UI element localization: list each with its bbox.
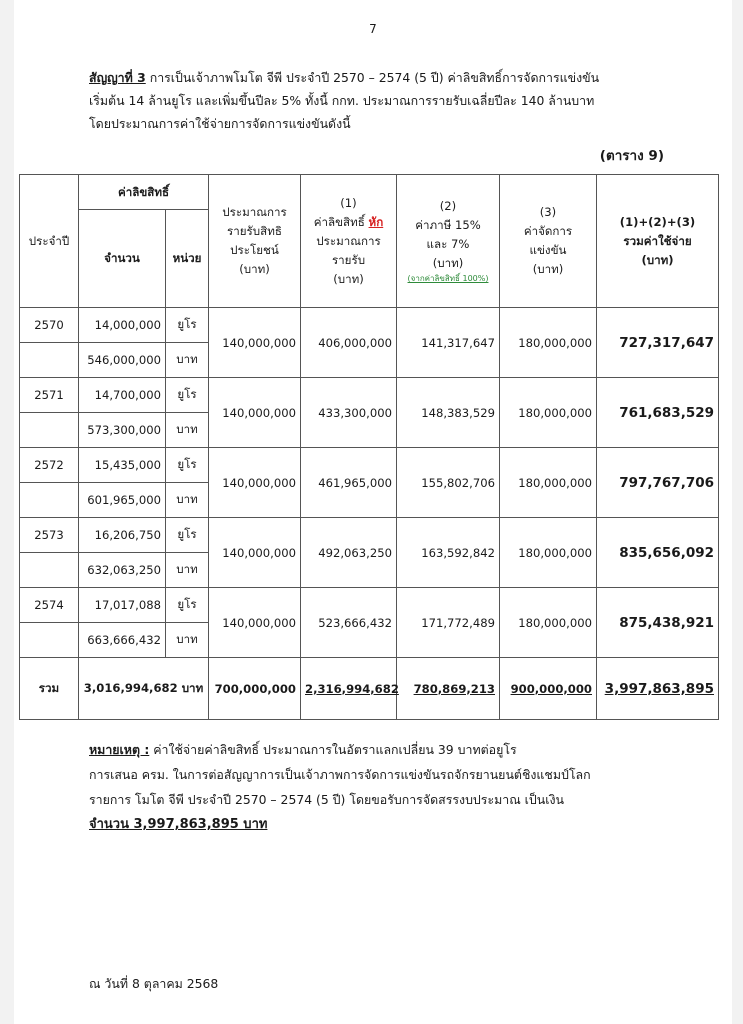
intro-line-2: เริ่มต้น 14 ล้านยูโร และเพิ่มขึ้นปีละ 5% ทั้งนี้ กกท. ประมาณการรายรับเฉลี่ยปีละ 140 ล้านบาท [89,93,595,108]
row-col1: 406,000,000 [301,308,397,378]
row-euro-unit: ยูโร [166,448,209,483]
totals-label: รวม [20,658,79,720]
row-col2: 163,592,842 [397,518,500,588]
row-total: 797,767,706 [597,448,719,518]
row-year: 2574 [20,588,79,623]
row-col1: 461,965,000 [301,448,397,518]
table-row [20,588,719,623]
header-col2: (2) ค่าภาษี 15% และ 7% (บาท) (จากค่าลิขสิทธิ์ 100%) [397,175,500,308]
row-income: 140,000,000 [209,378,301,448]
row-euro-unit: ยูโร [166,518,209,553]
page-number: 7 [369,22,377,36]
totals-row [20,658,719,720]
intro-line-3: โดยประมาณการค่าใช้จ่ายการจัดการแข่งขันดังนี้ [89,116,351,131]
row-year: 2573 [20,518,79,553]
row-baht: 546,000,000 [79,343,166,378]
row-euro: 15,435,000 [79,448,166,483]
note-line-3: รายการ โมโต จีพี ประจำปี 2570 – 2574 (5 ปี) โดยขอรับการจัดสรรงบประมาณ เป็นเงิน [89,792,564,807]
row-total: 875,438,921 [597,588,719,658]
row-col2: 155,802,706 [397,448,500,518]
row-euro: 17,017,088 [79,588,166,623]
row-col2: 148,383,529 [397,378,500,448]
row-col3: 180,000,000 [500,448,597,518]
table-row [20,448,719,483]
totals-col2: 780,869,213 [413,681,495,696]
table-row [20,518,719,553]
row-euro: 16,206,750 [79,518,166,553]
row-baht-unit: บาท [166,343,209,378]
row-euro-unit: ยูโร [166,378,209,413]
row-baht-unit: บาท [166,553,209,588]
intro-paragraph [89,66,689,135]
row-col2: 171,772,489 [397,588,500,658]
note-line-2: การเสนอ ครม. ในการต่อสัญญาการเป็นเจ้าภาพการจัดการแข่งขันรถจักรยานยนต์ชิงแชมป์โลก [89,767,591,782]
totals-total: 3,997,863,895 [604,680,714,697]
totals-income: 700,000,000 [209,658,301,720]
row-euro: 14,700,000 [79,378,166,413]
header-col3: (3) ค่าจัดการ แข่งขัน (บาท) [500,175,597,308]
tax-note: (จากค่าลิขสิทธิ์ 100%) [407,274,489,283]
row-year: 2571 [20,378,79,413]
totals-col3: 900,000,000 [510,681,592,696]
header-income: ประมาณการ รายรับสิทธิ ประโยชน์ (บาท) [209,175,301,308]
row-baht: 632,063,250 [79,553,166,588]
row-baht: 601,965,000 [79,483,166,518]
header-total: (1)+(2)+(3) รวมค่าใช้จ่าย (บาท) [597,175,719,308]
row-total: 727,317,647 [597,308,719,378]
row-euro-unit: ยูโร [166,308,209,343]
note-paragraph [89,737,689,837]
row-col2: 141,317,647 [397,308,500,378]
note-amount: จำนวน 3,997,863,895 บาท [89,817,268,832]
note-line-1: ค่าใช้จ่ายค่าลิขสิทธิ์ ประมาณการในอัตราแลกเปลี่ยน 39 บาทต่อยูโร [149,742,517,757]
contract-label: สัญญาที่ 3 [89,70,146,85]
row-col3: 180,000,000 [500,588,597,658]
cost-table [19,174,719,720]
document-page [14,0,732,1024]
row-year: 2570 [20,308,79,343]
row-col3: 180,000,000 [500,308,597,378]
row-col1: 523,666,432 [301,588,397,658]
row-euro-unit: ยูโร [166,588,209,623]
row-baht: 663,666,432 [79,623,166,658]
row-col3: 180,000,000 [500,518,597,588]
row-baht-unit: บาท [166,413,209,448]
intro-line-1: การเป็นเจ้าภาพโมโต จีพี ประจำปี 2570 – 2574 (5 ปี) ค่าลิขสิทธิ์การจัดการแข่งขัน [145,70,600,85]
row-income: 140,000,000 [209,308,301,378]
table-label: (ตาราง 9) [599,148,664,164]
row-income: 140,000,000 [209,518,301,588]
row-col1: 492,063,250 [301,518,397,588]
header-col1: (1) ค่าลิขสิทธิ์ หัก ประมาณการ รายรับ (บาท) [301,175,397,308]
row-col3: 180,000,000 [500,378,597,448]
totals-col1: 2,316,994,682 [305,681,399,696]
row-income: 140,000,000 [209,448,301,518]
row-total: 835,656,092 [597,518,719,588]
header-unit: หน่วย [166,210,209,308]
header-amount: จำนวน [79,210,166,308]
header-year: ประจำปี [20,175,79,308]
row-baht: 573,300,000 [79,413,166,448]
totals-amount: 3,016,994,682 บาท [79,658,209,720]
document-date: ณ วันที่ 8 ตุลาคม 2568 [89,976,219,991]
table-row [20,308,719,343]
row-income: 140,000,000 [209,588,301,658]
row-year: 2572 [20,448,79,483]
row-euro: 14,000,000 [79,308,166,343]
note-heading: หมายเหตุ : [89,742,150,757]
row-total: 761,683,529 [597,378,719,448]
row-baht-unit: บาท [166,623,209,658]
header-license: ค่าลิขสิทธิ์ [79,175,209,210]
row-baht-unit: บาท [166,483,209,518]
row-col1: 433,300,000 [301,378,397,448]
table-row [20,378,719,413]
